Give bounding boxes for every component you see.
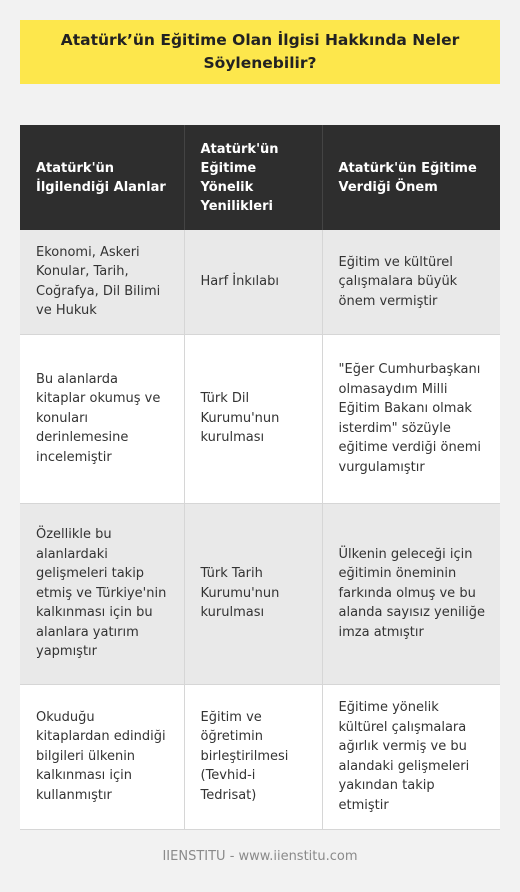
table-row <box>20 684 500 829</box>
column-header-importance: Atatürk'ün Eğitime Verdiği Önem <box>322 125 500 230</box>
table-row <box>20 503 500 684</box>
table-cell: Özellikle bu alanlardaki gelişmeleri takip etmiş ve Türkiye'nin kalkınması için bu alanlara yatırım yapmıştır <box>20 503 184 684</box>
footer-credit: IIENSTITU - www.iienstitu.com <box>162 849 358 864</box>
table-cell: Ülkenin geleceği için eğitimin öneminin farkında olmuş ve bu alanda sayısız yeniliğe imza atmıştır <box>322 503 500 684</box>
table-cell: Eğitime yönelik kültürel çalışmalara ağırlık vermiş ve bu alandaki gelişmeleri yakından takip etmiştir <box>322 684 500 829</box>
table-cell: Harf İnkılabı <box>184 230 322 334</box>
table-cell: Eğitim ve öğretimin birleştirilmesi (Tevhid-i Tedrisat) <box>184 684 322 829</box>
table-row <box>20 334 500 503</box>
page-title: Atatürk’ün Eğitime Olan İlgisi Hakkında Neler Söylenebilir? <box>20 20 500 84</box>
table-cell: Türk Dil Kurumu'nun kurulması <box>184 334 322 503</box>
table-row <box>20 230 500 334</box>
column-header-interest-areas: Atatürk'ün İlgilendiği Alanlar <box>20 125 184 230</box>
comparison-table <box>20 125 500 830</box>
column-header-innovations: Atatürk'ün Eğitime Yönelik Yenilikleri <box>184 125 322 230</box>
table-cell: Okuduğu kitaplardan edindiği bilgileri ülkenin kalkınması için kullanmıştır <box>20 684 184 829</box>
table-cell: "Eğer Cumhurbaşkanı olmasaydım Milli Eğitim Bakanı olmak isterdim" sözüyle eğitime verdiği önemi vurgulamıştır <box>322 334 500 503</box>
table-cell: Eğitim ve kültürel çalışmalara büyük önem vermiştir <box>322 230 500 334</box>
table-cell: Ekonomi, Askeri Konular, Tarih, Coğrafya, Dil Bilimi ve Hukuk <box>20 230 184 334</box>
table-cell: Türk Tarih Kurumu'nun kurulması <box>184 503 322 684</box>
table-cell: Bu alanlarda kitaplar okumuş ve konuları derinlemesine incelemiştir <box>20 334 184 503</box>
table-header-row <box>20 125 500 230</box>
